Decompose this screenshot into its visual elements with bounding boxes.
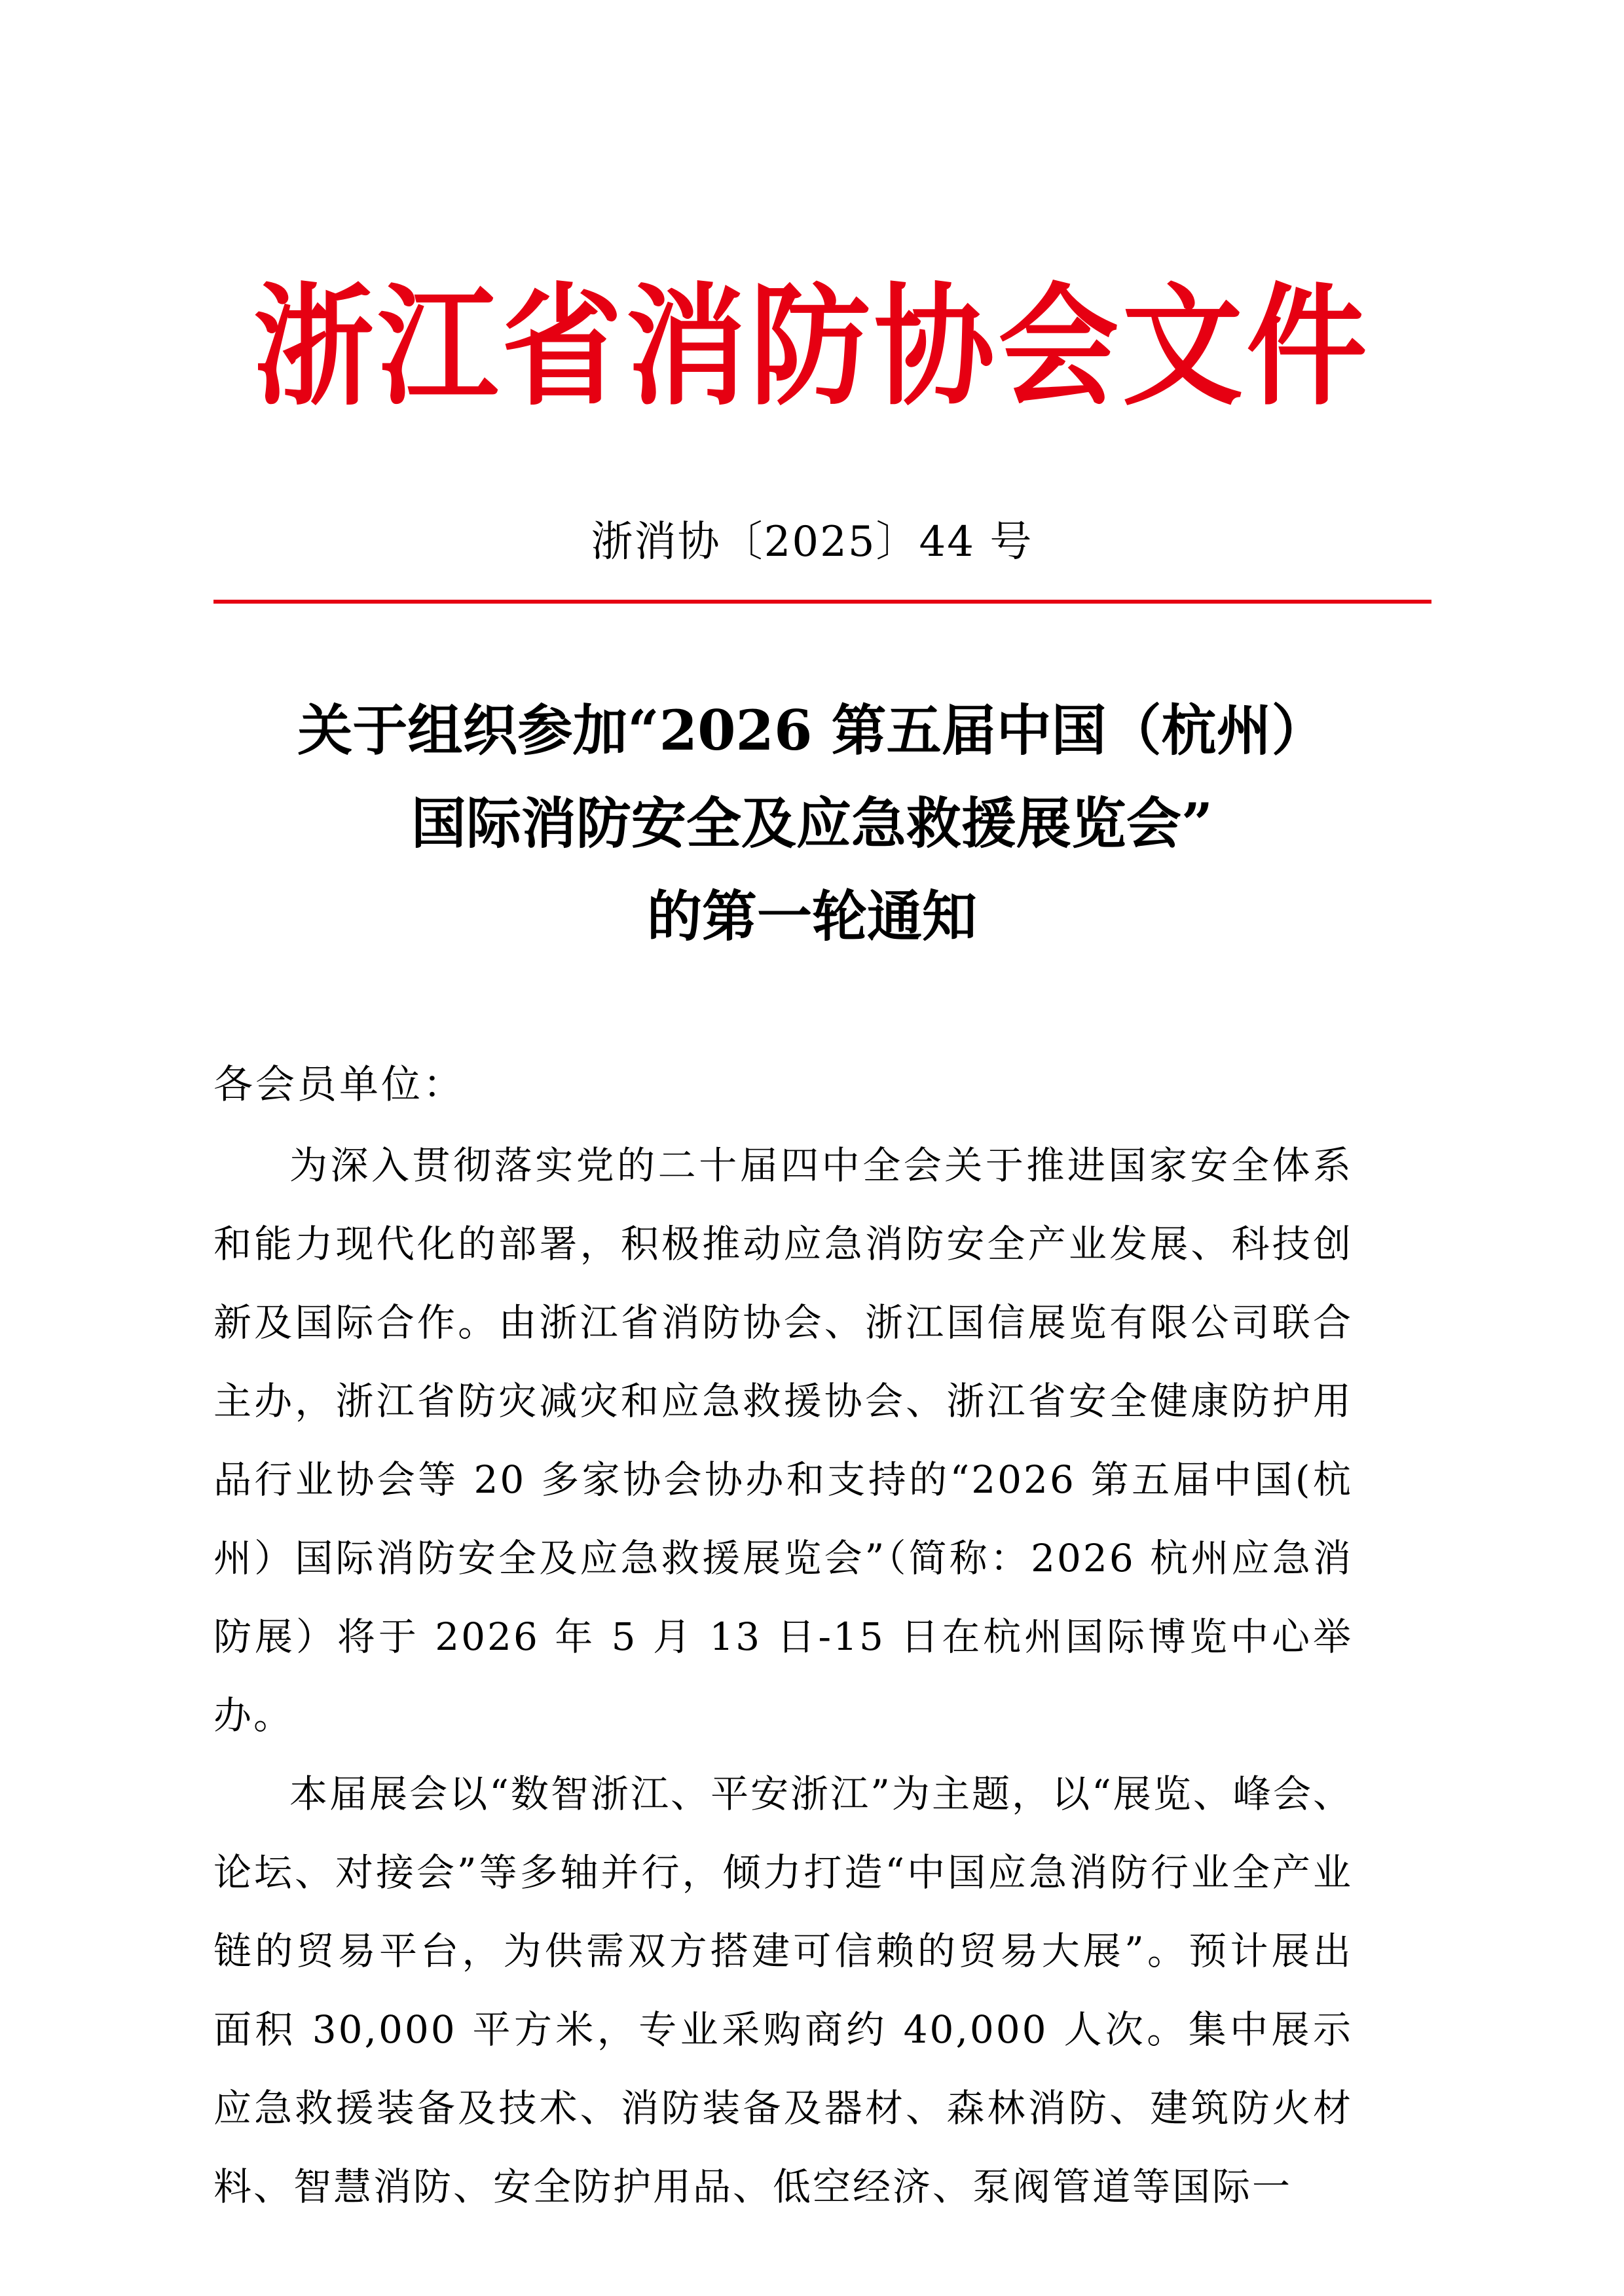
notice-title-line: 的第一轮通知 [646, 884, 977, 949]
notice-title [196, 684, 1428, 963]
body-paragraph: 本届展会以“数智浙江、平安浙江”为主题，以“展览、峰会、论坛、对接会”等多轴并行，倾力打造“中国应急消防行业全产业链的贸易平台，为供需双方搭建可信赖的贸易大展”。预计展出面积 30,000 平方米，专业采购商约 40,000 人次。集中展示应急救援装备及技术、消防装备及器材、森林消防、建筑防火材料、智慧消防、安全防护用品、低空经济、泵阀管道等国际一 [213, 1772, 1353, 2209]
notice-title-line: 关于组织参加“2026 第五届中国（杭州） [297, 698, 1327, 763]
document-number: 浙消协〔2025〕44 号 [591, 518, 1033, 566]
body-paragraph: 为深入贯彻落实党的二十届四中全会关于推进国家安全体系和能力现代化的部署，积极推动应急消防安全产业发展、科技创新及国际合作。由浙江省消防协会、浙江国信展览有限公司联合主办，浙江省防灾减灾和应急救援协会、浙江省安全健康防护用品行业协会等 20 多家协会协办和支持的“2026 第五届中国(杭州）国际消防安全及应急救援展览会”（简称：2026 杭州应急消防展）将于 2026 年 5 月 13 日-15 日在杭州国际博览中心举办。 [213, 1143, 1353, 1738]
body-text [213, 1126, 1353, 2226]
salutation: 各会员单位： [213, 1062, 465, 1108]
notice-title-line: 国际消防安全及应急救援展览会” [411, 791, 1213, 856]
red-divider-line [213, 600, 1431, 604]
org-header-title: 浙江省消防协会文件 [253, 270, 1371, 424]
